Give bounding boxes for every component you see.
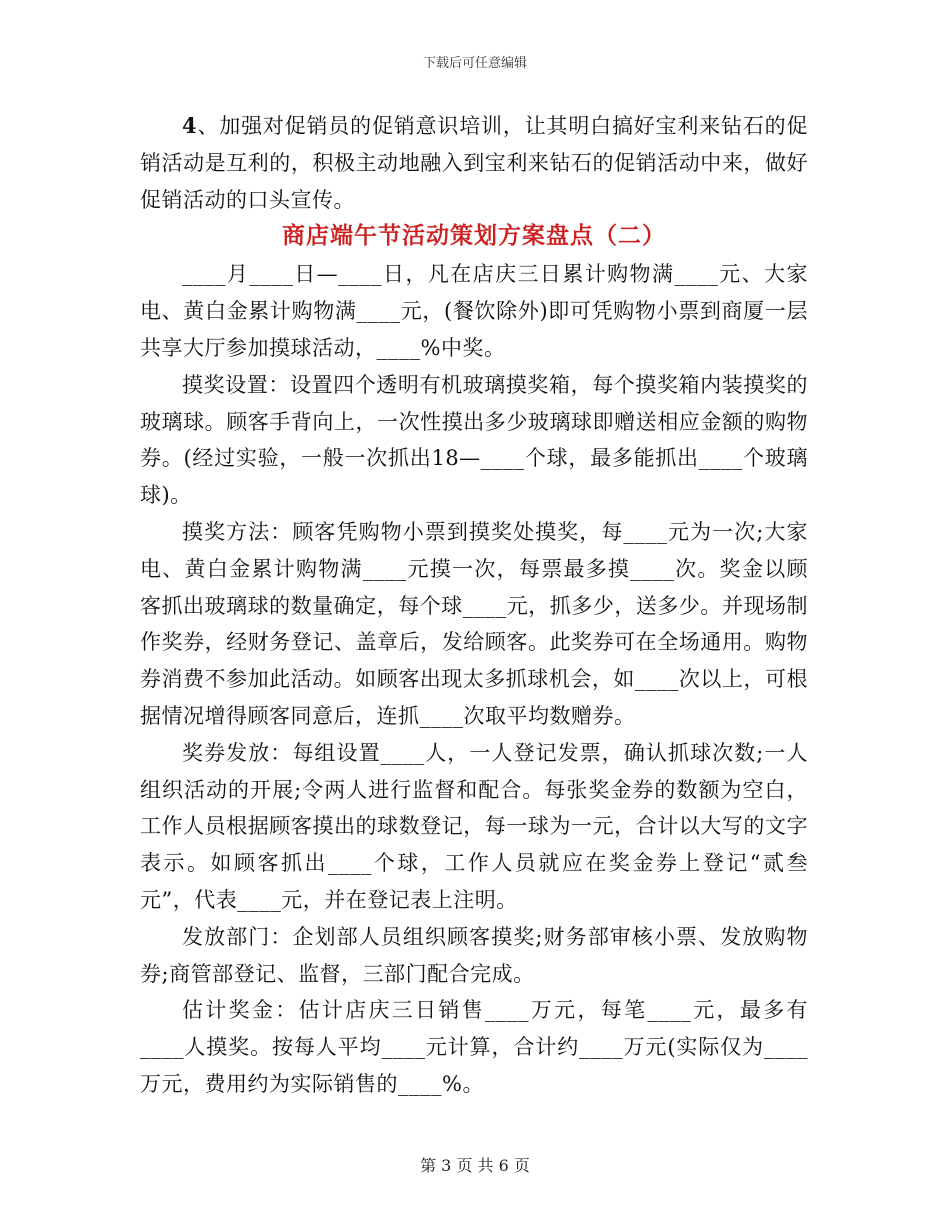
paragraph-coupon-distribution: 奖券发放：每组设置____人，一人登记发票，确认抓球次数;一人组织活动的开展;令两人进行监督和配合。每张奖金券的数额为空白，工作人员根据顾客摸出的球数登记，每一球为一元，合计以大写的文字表示。如顾客抓出____个球，工作人员就应在奖金券上登记“贰叁元”，代表____元，并在登记表上注明。 [140, 740, 808, 912]
paragraph-activity: ____月____日—____日，凡在店庆三日累计购物满____元、大家电、黄白金累计购物满____元，(餐饮除外)即可凭购物小票到商厦一层共享大厅参加摸球活动，____%中奖。 [140, 262, 808, 360]
paragraph-prize-method: 摸奖方法：顾客凭购物小票到摸奖处摸奖，每____元为一次;大家电、黄白金累计购物满____元摸一次，每票最多摸____次。奖金以顾客抓出玻璃球的数量确定，每个球____元，抓多少，送多少。并现场制作奖券，经财务登记、盖章后，发给顾客。此奖券可在全场通用。购物券消费不参加此活动。如顾客出现太多抓球机会，如____次以上，可根据情况增得顾客同意后，连抓____次取平均数赠券。 [140, 519, 808, 728]
paragraph-estimated-prize: 估计奖金：估计店庆三日销售____万元，每笔____元，最多有____人摸奖。按每人平均____元计算，合计约____万元(实际仅为____万元，费用约为实际销售的____%。 [140, 998, 808, 1096]
item-number: 4 [182, 113, 198, 138]
page-header: 下载后可任意编辑 [422, 56, 527, 71]
intro-text: 、加强对促销员的促销意识培训，让其明白搞好宝利来钻石的促销活动是互利的，积极主动地融入到宝利来钻石的促销活动中来，做好促销活动的口头宣传。 [140, 114, 808, 212]
paragraph-departments: 发放部门：企划部人员组织顾客摸奖;财务部审核小票、发放购物券;商管部登记、监督，三部门配合完成。 [140, 924, 808, 986]
section-title: 商店端午节活动策划方案盘点（二） [282, 222, 666, 250]
paragraph-prize-setup: 摸奖设置：设置四个透明有机玻璃摸奖箱，每个摸奖箱内装摸奖的玻璃球。顾客手背向上，一次性摸出多少玻璃球即赠送相应金额的购物券。(经过实验，一般一次抓出18—____个球，最多能抓出____个玻璃球)。 [140, 372, 808, 508]
intro-paragraph [140, 108, 808, 218]
page-footer: 第 3 页 共 6 页 [420, 1156, 530, 1175]
document-body [140, 108, 808, 1103]
